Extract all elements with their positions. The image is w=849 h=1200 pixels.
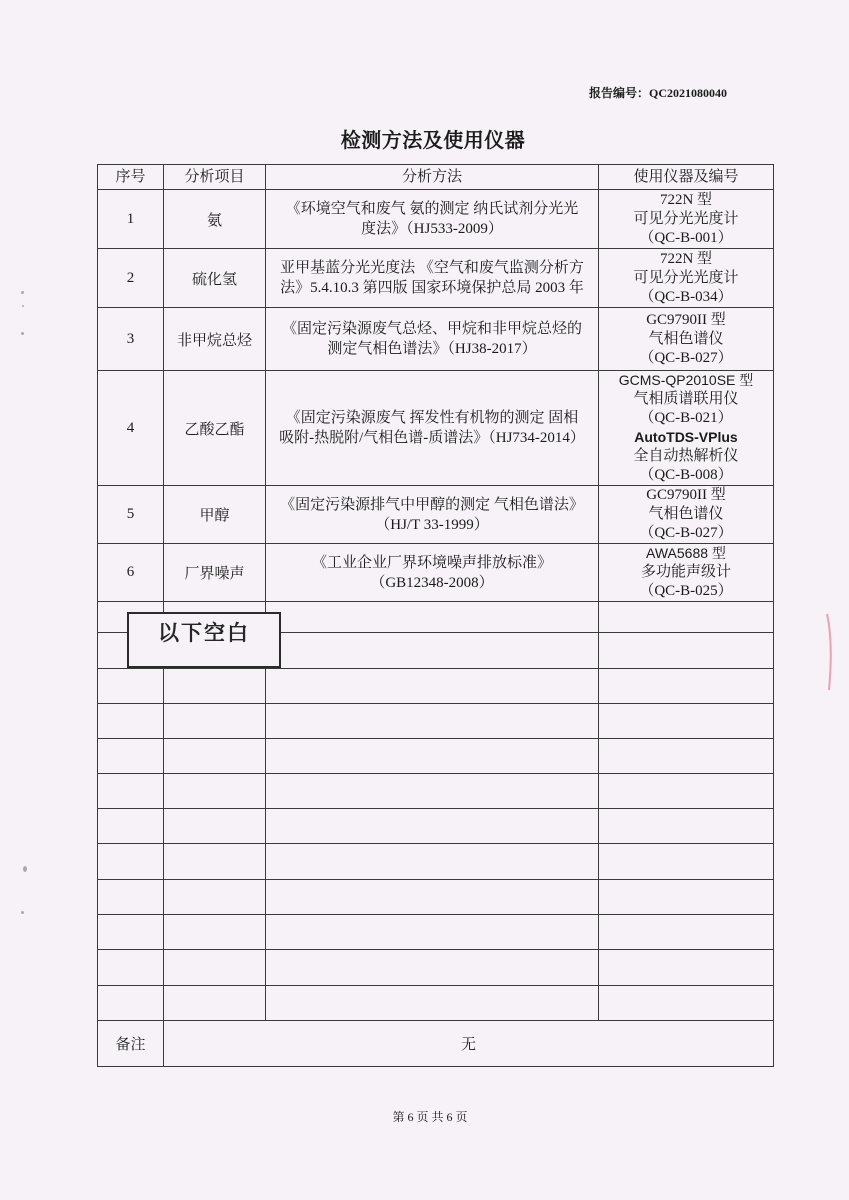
method-cell (266, 486, 599, 544)
instrument-model: 722N 型 (659, 191, 713, 208)
blank-cell (266, 950, 599, 986)
instrument-code: （QC-B-008） (639, 467, 733, 483)
blank-cell (266, 774, 599, 809)
method-line: 亚甲基蓝分光光度法 《空气和废气监测分析方 (280, 260, 584, 276)
blank-cell (599, 669, 774, 704)
method-cell (266, 371, 599, 486)
instrument-name: 气相质谱联用仪 (633, 391, 739, 407)
blank-cell (266, 809, 599, 844)
remark-value: 无 (164, 1021, 774, 1067)
instrument-name: 气相色谱仪 (648, 330, 724, 347)
blank-cell (98, 809, 164, 844)
blank-cell (164, 739, 266, 774)
method-line: 《固定污染源排气中甲醇的测定 气相色谱法》 (280, 496, 584, 513)
blank-cell (164, 809, 266, 844)
table-row (98, 308, 774, 371)
instrument-code: （QC-B-027） (639, 525, 733, 541)
scan-speck (23, 866, 27, 872)
blank-cell (98, 704, 164, 739)
blank-cell (164, 669, 266, 704)
blank-cell (266, 739, 599, 774)
method-line: 度法》（HJ533-2009） (361, 221, 503, 237)
instrument-code: （QC-B-001） (639, 229, 733, 246)
blank-cell (98, 844, 164, 880)
analysis-item: 氨 (164, 190, 266, 249)
instrument-code: （QC-B-027） (639, 349, 733, 366)
blank-cell (599, 774, 774, 809)
method-cell (266, 190, 599, 249)
blank-cell (164, 880, 266, 915)
blank-cell (266, 915, 599, 950)
instrument-model: GC9790II 型 (646, 487, 726, 503)
report-number-label: 报告编号： (589, 86, 650, 100)
header-method: 分析方法 (266, 165, 599, 190)
table-row (98, 544, 774, 599)
blank-cell (599, 704, 774, 739)
instrument-name: 气相色谱仪 (648, 506, 724, 522)
method-line: 《固定污染源废气总烃、甲烷和非甲烷总烃的 (281, 321, 582, 337)
blank-cell (266, 704, 599, 739)
blank-cell (599, 950, 774, 986)
table-header-row (98, 165, 774, 190)
blank-row (98, 950, 774, 986)
analysis-item: 乙酸乙酯 (164, 371, 266, 486)
scan-speck (22, 305, 24, 307)
header-item: 分析项目 (164, 165, 266, 190)
analysis-item: 甲醇 (164, 486, 266, 544)
blank-cell (266, 844, 599, 880)
blank-below-stamp (127, 612, 281, 668)
method-line: 吸附-热脱附/气相色谱-质谱法》（HJ734-2014） (279, 430, 585, 446)
report-number-value: QC2021080040 (649, 86, 728, 100)
instrument-code: （QC-B-021） (639, 410, 733, 426)
row-number: 2 (98, 249, 164, 308)
blank-row (98, 986, 774, 1021)
blank-cell (599, 986, 774, 1021)
method-line: 法》5.4.10.3 第四版 国家环境保护总局 2003 年 (280, 280, 584, 296)
method-cell (266, 249, 599, 308)
instrument-model: AWA5688 型 (646, 545, 726, 561)
page-footer: 第 6 页 共 6 页 (392, 1110, 468, 1124)
table-row (98, 190, 774, 249)
blank-cell (98, 950, 164, 986)
blank-row (98, 880, 774, 915)
header-instrument: 使用仪器及编号 (599, 165, 774, 190)
seal-edge-mark (818, 612, 840, 694)
blank-cell (98, 915, 164, 950)
blank-cell (164, 704, 266, 739)
scan-speck (21, 291, 24, 294)
blank-cell (98, 880, 164, 915)
instrument-model: GCMS-QP2010SE 型 (618, 372, 754, 388)
table-row (98, 371, 774, 486)
instrument-name: 可见分光光度计 (633, 269, 739, 286)
blank-cell (599, 915, 774, 950)
blank-cell (599, 633, 774, 669)
method-line: 测定气相色谱法》（HJ38-2017） (327, 341, 537, 357)
instrument-code: （QC-B-025） (639, 583, 733, 599)
instrument-name: 多功能声级计 (640, 564, 731, 580)
instrument-cell (599, 486, 774, 544)
blank-cell (599, 844, 774, 880)
blank-cell (98, 774, 164, 809)
instrument-cell (599, 544, 774, 602)
blank-row (98, 669, 774, 704)
stamp-text: 以下空白 (158, 621, 250, 645)
method-line: 《环境空气和废气 氨的测定 纳氏试剂分光光 (285, 201, 579, 217)
method-line: （HJ/T 33-1999） (375, 516, 489, 533)
instrument-cell (599, 190, 774, 249)
instrument-model: GC9790II 型 (646, 311, 726, 328)
blank-cell (266, 633, 599, 669)
page-title: 检测方法及使用仪器 (340, 130, 526, 152)
blank-cell (266, 986, 599, 1021)
instrument-cell (599, 249, 774, 308)
blank-row (98, 844, 774, 880)
report-number (589, 85, 727, 101)
analysis-item: 硫化氢 (164, 249, 266, 308)
instrument-cell (599, 371, 774, 486)
remark-row (98, 1021, 774, 1067)
blank-cell (98, 669, 164, 704)
blank-cell (98, 739, 164, 774)
blank-cell (164, 844, 266, 880)
blank-row (98, 915, 774, 950)
blank-cell (599, 739, 774, 774)
row-number: 3 (98, 308, 164, 371)
blank-row (98, 774, 774, 809)
analysis-item: 非甲烷总烃 (164, 308, 266, 371)
blank-cell (266, 669, 599, 704)
blank-cell (599, 809, 774, 844)
analysis-item: 厂界噪声 (164, 544, 266, 602)
blank-row (98, 809, 774, 844)
blank-cell (266, 880, 599, 915)
blank-row (98, 739, 774, 774)
method-line: 《固定污染源废气 挥发性有机物的测定 固相 (285, 410, 579, 426)
method-line: 《工业企业厂界环境噪声排放标准》 (311, 554, 552, 571)
row-number: 4 (98, 371, 164, 486)
remark-label: 备注 (98, 1021, 164, 1067)
method-line: （GB12348-2008） (370, 574, 494, 591)
instrument-model: 722N 型 (659, 250, 713, 267)
row-number: 6 (98, 544, 164, 602)
method-cell (266, 544, 599, 602)
instrument-cell (599, 308, 774, 371)
instrument-model: AutoTDS-VPlus (634, 429, 738, 445)
blank-cell (599, 599, 774, 633)
blank-cell (164, 915, 266, 950)
instrument-code: （QC-B-034） (639, 288, 733, 305)
scan-speck (21, 911, 24, 914)
row-number: 1 (98, 190, 164, 249)
table-row (98, 249, 774, 308)
header-seq: 序号 (98, 165, 164, 190)
blank-cell (164, 774, 266, 809)
blank-cell (98, 986, 164, 1021)
instrument-name: 全自动热解析仪 (633, 448, 739, 464)
method-cell (266, 308, 599, 371)
blank-row (98, 704, 774, 739)
table-row (98, 486, 774, 544)
scan-speck (21, 332, 24, 335)
blank-cell (599, 880, 774, 915)
instrument-name: 可见分光光度计 (633, 210, 739, 227)
row-number: 5 (98, 486, 164, 544)
blank-cell (164, 986, 266, 1021)
blank-cell (164, 950, 266, 986)
blank-cell (266, 599, 599, 633)
